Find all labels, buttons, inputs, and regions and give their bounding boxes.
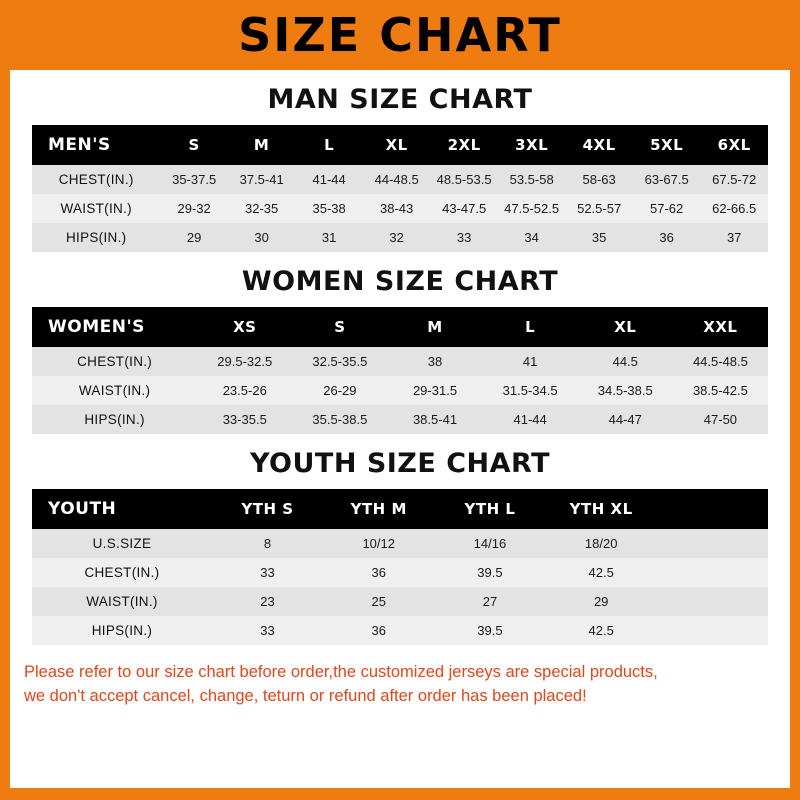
women-size-table: [32, 307, 768, 434]
table-row: [32, 558, 768, 587]
men-col-5: 3XL: [515, 136, 549, 154]
women-row-2-cell-5: 47-50: [703, 412, 738, 427]
women-row-0-cell-2: 38: [427, 354, 443, 369]
women-row-1-cell-3: 31.5-34.5: [502, 383, 558, 398]
women-row-2-label: HIPS(IN.): [84, 412, 145, 427]
youth-size-section: [10, 448, 790, 645]
table-row: [32, 587, 768, 616]
table-row: [32, 223, 768, 252]
men-row-1-label: WAIST(IN.): [60, 201, 132, 216]
return-policy-note-line-1: Please refer to our size chart before order,the customized jerseys are special products,: [24, 663, 658, 681]
youth-row-1-cell-4: [657, 558, 768, 587]
table-header-row: [32, 307, 768, 347]
women-row-0-cell-1: 32.5-35.5: [312, 354, 368, 369]
women-size-section: [10, 266, 790, 434]
youth-row-3-label: HIPS(IN.): [91, 623, 153, 638]
table-row: [32, 616, 768, 645]
men-row-0-label: CHEST(IN.): [58, 172, 134, 187]
men-col-6: 4XL: [582, 136, 616, 154]
table-row: [32, 194, 768, 223]
youth-row-0-cell-3: 18/20: [584, 536, 618, 551]
youth-row-1-cell-0: 33: [260, 565, 275, 580]
youth-row-0-cell-4: [657, 529, 768, 558]
youth-col-1: YTH M: [350, 500, 407, 518]
youth-row-3-cell-3: 42.5: [588, 623, 614, 638]
men-row-2-label: HIPS(IN.): [65, 230, 127, 245]
women-col-3: L: [525, 318, 536, 336]
men-row-2-cell-4: 33: [456, 230, 472, 245]
women-col-1: S: [334, 318, 346, 336]
return-policy-note-line-2: we don't accept cancel, change, teturn or refund after order has been placed!: [24, 686, 587, 705]
youth-row-2-cell-2: 27: [482, 594, 498, 609]
women-row-0-cell-5: 44.5-48.5: [692, 354, 748, 369]
table-row: [32, 347, 768, 376]
men-row-1-cell-3: 38-43: [380, 201, 414, 216]
men-row-1-cell-7: 57-62: [650, 201, 684, 216]
return-policy-note: [10, 661, 790, 709]
page-title: SIZE CHART: [238, 8, 562, 62]
women-header-label: WOMEN'S: [48, 317, 145, 337]
men-row-0-cell-3: 44-48.5: [374, 172, 419, 187]
table-header-row: [32, 125, 768, 165]
men-col-3: XL: [385, 136, 408, 154]
women-row-0-cell-3: 41: [522, 354, 538, 369]
women-col-2: M: [427, 318, 443, 336]
men-row-0-cell-6: 58-63: [582, 172, 616, 187]
women-section-title: WOMEN SIZE CHART: [241, 266, 559, 297]
youth-size-table: [32, 489, 768, 645]
youth-row-0-cell-1: 10/12: [362, 536, 395, 551]
women-row-1-cell-4: 34.5-38.5: [597, 383, 653, 398]
men-col-4: 2XL: [447, 136, 481, 154]
men-row-1-cell-2: 35-38: [312, 201, 346, 216]
youth-section-title: YOUTH SIZE CHART: [249, 448, 551, 479]
table-row: [32, 376, 768, 405]
men-row-1-cell-8: 62-66.5: [712, 201, 757, 216]
women-col-4: XL: [614, 318, 637, 336]
men-row-2-cell-3: 32: [389, 230, 404, 245]
women-table-head: [32, 307, 768, 347]
men-row-2-cell-6: 35: [591, 230, 607, 245]
men-col-8: 6XL: [717, 136, 751, 154]
youth-col-3: YTH XL: [569, 500, 633, 518]
women-table-body: [32, 347, 768, 434]
youth-table-head: [32, 489, 768, 529]
men-row-0-cell-2: 41-44: [312, 172, 346, 187]
men-row-2-cell-1: 30: [254, 230, 269, 245]
women-col-0: XS: [233, 318, 257, 336]
table-row: [32, 165, 768, 194]
men-col-2: L: [324, 136, 335, 154]
women-row-0-cell-4: 44.5: [612, 354, 638, 369]
table-header-row: [32, 489, 768, 529]
women-row-1-cell-0: 23.5-26: [222, 383, 267, 398]
women-col-5: XXL: [703, 318, 738, 336]
men-row-2-cell-5: 34: [524, 230, 539, 245]
men-header-label: MEN'S: [48, 135, 111, 155]
women-row-1-label: WAIST(IN.): [78, 383, 151, 398]
youth-row-0-cell-0: 8: [263, 536, 272, 551]
men-row-1-cell-0: 29-32: [177, 201, 211, 216]
youth-row-3-cell-0: 33: [260, 623, 275, 638]
men-row-0-cell-8: 67.5-72: [712, 172, 757, 187]
men-row-2-cell-7: 36: [659, 230, 674, 245]
men-row-1-cell-1: 32-35: [245, 201, 279, 216]
men-row-1-cell-4: 43-47.5: [442, 201, 487, 216]
youth-row-1-cell-2: 39.5: [477, 565, 503, 580]
men-row-0-cell-5: 53.5-58: [509, 172, 554, 187]
men-row-2-cell-8: 37: [726, 230, 742, 245]
women-row-2-cell-1: 35.5-38.5: [312, 412, 368, 427]
men-row-0-cell-4: 48.5-53.5: [436, 172, 492, 187]
men-table-body: [32, 165, 768, 252]
youth-row-1-cell-3: 42.5: [588, 565, 614, 580]
youth-col-2: YTH L: [464, 500, 516, 518]
youth-table-body: [32, 529, 768, 645]
women-row-2-cell-2: 38.5-41: [412, 412, 458, 427]
footer-banner: [0, 788, 800, 800]
men-row-1-cell-6: 52.5-57: [577, 201, 622, 216]
women-row-0-cell-0: 29.5-32.5: [217, 354, 273, 369]
youth-row-1-label: CHEST(IN.): [84, 565, 160, 580]
youth-row-3-cell-4: [657, 616, 768, 645]
women-row-1-cell-5: 38.5-42.5: [692, 383, 748, 398]
men-row-1-cell-5: 47.5-52.5: [504, 201, 560, 216]
women-row-2-cell-4: 44-47: [608, 412, 642, 427]
youth-row-2-label: WAIST(IN.): [86, 594, 158, 609]
youth-col-0: YTH S: [241, 500, 294, 518]
women-row-2-cell-3: 41-44: [513, 412, 547, 427]
men-section-title: MAN SIZE CHART: [267, 84, 533, 115]
men-row-2-cell-0: 29: [186, 230, 202, 245]
youth-row-2-cell-0: 23: [260, 594, 275, 609]
youth-row-3-cell-2: 39.5: [477, 623, 503, 638]
men-row-2-cell-2: 31: [321, 230, 337, 245]
men-row-0-cell-1: 37.5-41: [239, 172, 284, 187]
youth-row-2-cell-1: 25: [371, 594, 386, 609]
youth-header-label: YOUTH: [48, 499, 117, 519]
youth-col-4: [657, 489, 768, 529]
men-size-table: [32, 125, 768, 252]
table-row: [32, 405, 768, 434]
women-row-1-cell-1: 26-29: [323, 383, 357, 398]
women-row-2-cell-0: 33-35.5: [222, 412, 267, 427]
youth-row-0-label: U.S.SIZE: [92, 536, 152, 551]
men-row-0-cell-0: 35-37.5: [172, 172, 217, 187]
table-row: [32, 529, 768, 558]
youth-row-2-cell-4: [657, 587, 768, 616]
youth-row-1-cell-1: 36: [371, 565, 386, 580]
women-row-1-cell-2: 29-31.5: [412, 383, 458, 398]
youth-row-0-cell-2: 14/16: [473, 536, 507, 551]
men-row-0-cell-7: 63-67.5: [644, 172, 689, 187]
youth-row-3-cell-1: 36: [371, 623, 386, 638]
header-banner: [0, 0, 800, 70]
men-size-section: [10, 84, 790, 252]
youth-row-2-cell-3: 29: [593, 594, 609, 609]
men-table-head: [32, 125, 768, 165]
women-row-0-label: CHEST(IN.): [77, 354, 153, 369]
men-col-7: 5XL: [650, 136, 684, 154]
men-col-0: S: [188, 136, 200, 154]
men-col-1: M: [253, 136, 270, 154]
